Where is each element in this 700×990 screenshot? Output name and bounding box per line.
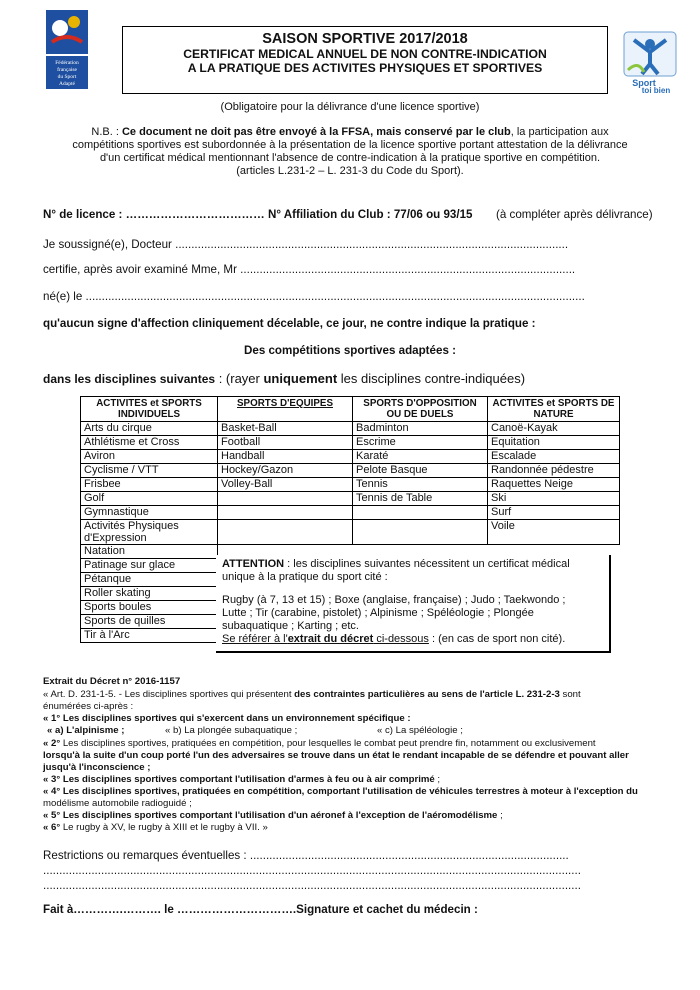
sport-toi-bien-logo xyxy=(622,30,678,94)
nb-line-4: (articles L.231-2 – L. 231-3 du Code du Sport). xyxy=(236,165,464,177)
table-cell: Sports de quilles xyxy=(81,615,218,629)
signature-line[interactable]: Fait à………….………. le ………………………….Signature et cachet du médecin : xyxy=(43,903,478,916)
attention-label: ATTENTION xyxy=(222,558,285,570)
season-title: SAISON SPORTIVE 2017/2018 xyxy=(262,31,468,47)
mandatory-note: (Obligatoire pour la délivrance d'une licence sportive) xyxy=(220,101,480,113)
table-cell: Cyclisme / VTT xyxy=(81,464,218,478)
table-row xyxy=(81,464,620,478)
doctor-field[interactable]: Je soussigné(e), Docteur .......................................................................................................................... xyxy=(43,238,569,251)
table-cell: Sports boules xyxy=(81,601,218,615)
svg-text:du Sport: du Sport xyxy=(57,74,77,80)
table-cell: Voile xyxy=(488,520,620,545)
table-cell: Activités Physiques d'Expression xyxy=(81,520,218,545)
table-cell xyxy=(218,506,353,520)
table-cell: Pétanque xyxy=(81,573,218,587)
table-cell: Ski xyxy=(488,492,620,506)
licence-note: (à compléter après délivrance) xyxy=(496,208,653,221)
table-cell: Equitation xyxy=(488,436,620,450)
table-cell xyxy=(353,520,488,545)
decree-line: « 1° Les disciplines sportives qui s'exercent dans un environnement spécifique : xyxy=(43,713,411,724)
table-cell xyxy=(218,492,353,506)
licence-line[interactable]: N° de licence : ……………………………… N° Affiliation du Club : 77/06 ou 93/15 xyxy=(43,208,473,221)
table-cell: Escrime xyxy=(353,436,488,450)
table-cell: Pelote Basque xyxy=(353,464,488,478)
competitions-heading: Des compétitions sportives adaptées : xyxy=(244,344,456,357)
restrictions-dots-1[interactable]: ....................................................................................................................................................................... xyxy=(43,864,581,877)
table-cell: Surf xyxy=(488,506,620,520)
ffsa-logo xyxy=(42,8,92,90)
table-row xyxy=(81,478,620,492)
table-cell: Golf xyxy=(81,492,218,506)
nb-paragraph xyxy=(0,126,700,178)
decree-line: « a) L'alpinisme ; xyxy=(47,725,125,736)
decree-line: « c) La spéléologie ; xyxy=(377,725,463,736)
decree-line: « 4° Les disciplines sportives, pratiquées en compétition, comportant l'utilisation de véhicules terrestres à moteur à l'exception du xyxy=(43,786,638,797)
certificate-title-1: CERTIFICAT MEDICAL ANNUEL DE NON CONTRE-INDICATION xyxy=(183,47,547,61)
table-cell xyxy=(218,520,353,545)
col-header-individual: ACTIVITES et SPORTS INDIVIDUELS xyxy=(81,397,218,422)
decree-line: lorsqu'à la suite d'un coup porté l'un des adversaires se trouve dans un état le rendant incapable de se défendre et pouvant aller xyxy=(43,750,629,761)
table-cell: Tir à l'Arc xyxy=(81,629,218,643)
table-cell: Badminton xyxy=(353,422,488,436)
col-header-team: SPORTS D'EQUIPES xyxy=(218,397,353,422)
nb-prefix: N.B. : xyxy=(91,126,122,138)
decree-line: « 5° Les disciplines sportives comportant l'utilisation d'un aéronef à l'exception de l'aéromodélisme ; xyxy=(43,810,503,821)
table-cell: Basket-Ball xyxy=(218,422,353,436)
table-row xyxy=(81,506,620,520)
attention-box: ATTENTION : les disciplines suivantes nécessitent un certificat médical unique à la pratique du sport cité : Rugby (à 7, 13 et 15) ; Boxe (anglaise, française) ; Judo ; Taekwondo ; Lutte ; Tir (carabine, pistolet) ; Alpinisme ; Spéléologie ; Plongée subaquatique ; Karting ; etc. Se référer à l'extrait du décret ci-dessous : (en cas de sport non cité). xyxy=(216,555,611,653)
table-cell: Canoë-Kayak xyxy=(488,422,620,436)
col-header-opposition: SPORTS D'OPPOSITION OU DE DUELS xyxy=(353,397,488,422)
svg-text:Fédération: Fédération xyxy=(55,60,79,66)
statement: qu'aucun signe d'affection cliniquement décelable, ce jour, ne contre indique la pratique : xyxy=(43,317,536,330)
patient-field[interactable]: certifie, après avoir examiné Mme, Mr ........................................................................................................ xyxy=(43,263,576,276)
table-cell: Karaté xyxy=(353,450,488,464)
nb-bold: Ce document ne doit pas être envoyé à la FFSA, mais conservé par le club xyxy=(121,126,511,138)
decree-line: énumérées ci-après : xyxy=(43,701,134,712)
decree-line: « b) La plongée subaquatique ; xyxy=(165,725,298,736)
certificate-title-2: A LA PRATIQUE DES ACTIVITES PHYSIQUES ET SPORTIVES xyxy=(187,61,543,75)
table-cell: Arts du cirque xyxy=(81,422,218,436)
col-header-nature: ACTIVITES et SPORTS DE NATURE xyxy=(488,397,620,422)
title-box xyxy=(122,26,608,94)
disciplines-instruction: dans les disciplines suivantes : (rayer uniquement les disciplines contre-indiquées) xyxy=(43,371,526,386)
table-cell: Natation xyxy=(81,545,218,559)
table-cell: Hockey/Gazon xyxy=(218,464,353,478)
table-cell: Escalade xyxy=(488,450,620,464)
table-cell: Handball xyxy=(218,450,353,464)
restrictions-dots-2[interactable]: ....................................................................................................................................................................... xyxy=(43,879,581,892)
table-row xyxy=(81,436,620,450)
table-cell: Frisbee xyxy=(81,478,218,492)
table-cell: Tennis de Table xyxy=(353,492,488,506)
nb-line-3: d'un certificat médical mentionnant l'absence de contre-indication à la pratique sportive en compétition. xyxy=(99,152,601,164)
table-cell: Roller skating xyxy=(81,587,218,601)
table-cell: Patinage sur glace xyxy=(81,559,218,573)
birthdate-field[interactable]: né(e) le ........................................................................................................................................................... xyxy=(43,290,585,303)
table-row xyxy=(81,422,620,436)
decree-line: jusqu'à l'inconscience ; xyxy=(43,762,151,773)
table-cell: Football xyxy=(218,436,353,450)
table-cell: Gymnastique xyxy=(81,506,218,520)
table-row xyxy=(81,492,620,506)
table-cell: Athlétisme et Cross xyxy=(81,436,218,450)
table-cell: Volley-Ball xyxy=(218,478,353,492)
decree-line: « 2° Les disciplines sportives, pratiquées en compétition, pour lesquelles le combat peut prendre fin, notamment ou exclusivement xyxy=(43,738,596,749)
table-row xyxy=(81,450,620,464)
decree-line: « 3° Les disciplines sportives comportant l'utilisation d'armes à feu ou à air comprimé ; xyxy=(43,774,441,785)
nb-rest: , la participation aux xyxy=(510,126,609,138)
table-cell: Randonnée pédestre xyxy=(488,464,620,478)
nb-line-2: compétitions sportives est subordonnée à la présentation de la licence sportive portant attestation de la délivrance xyxy=(72,139,628,151)
svg-text:Adapté: Adapté xyxy=(59,81,75,87)
table-cell: Tennis xyxy=(353,478,488,492)
decree-line: « 6° Le rugby à XV, le rugby à XIII et le rugby à VII. » xyxy=(43,822,268,833)
decree-reference: Se référer à l'extrait du décret ci-dessous : (en cas de sport non cité). xyxy=(222,633,566,645)
svg-text:française: française xyxy=(57,67,77,73)
restrictions-field[interactable]: Restrictions ou remarques éventuelles : ................................................................................................... xyxy=(43,849,569,862)
svg-text:Sport: Sport xyxy=(632,78,656,88)
decree-line: modélisme automobile radioguidé ; xyxy=(43,798,192,809)
table-cell: Raquettes Neige xyxy=(488,478,620,492)
decree-title: Extrait du Décret n° 2016-1157 xyxy=(43,676,181,687)
decree-line: « Art. D. 231-1-5. - Les disciplines sportives qui présentent des contraintes particulières au sens de l'article L. 231-2-3 sont xyxy=(43,689,581,700)
table-row xyxy=(81,520,620,545)
table-cell: Aviron xyxy=(81,450,218,464)
table-cell xyxy=(353,506,488,520)
svg-text:toi bien: toi bien xyxy=(641,86,671,94)
